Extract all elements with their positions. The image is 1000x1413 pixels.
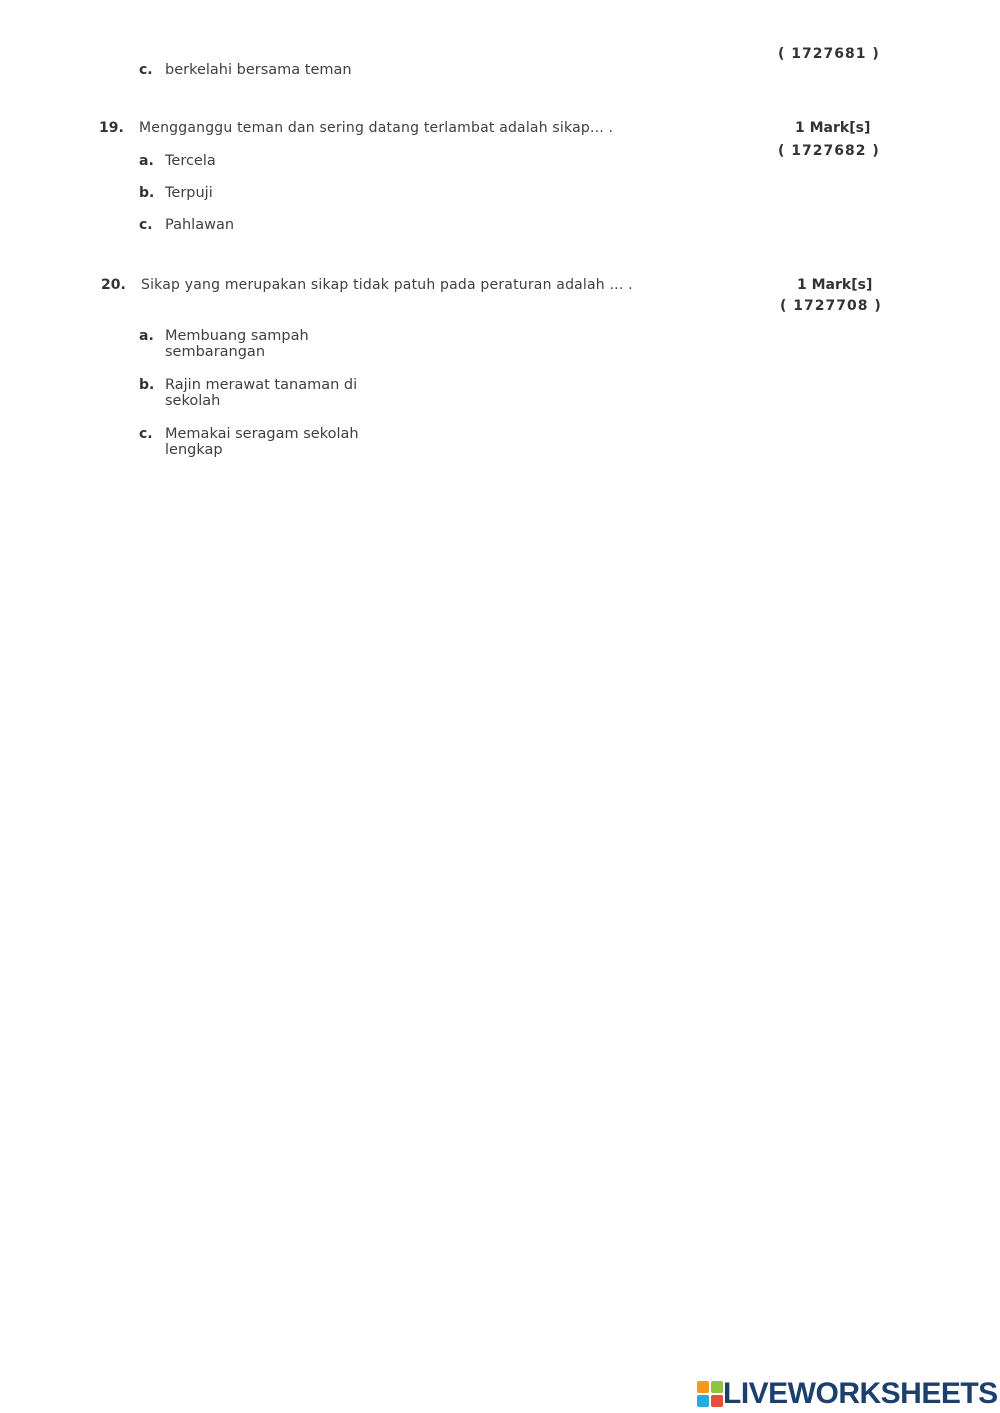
question-id-1727681: ( 1727681 ) — [778, 46, 880, 62]
option-text[interactable] — [165, 377, 357, 409]
option-letter: c. — [139, 426, 153, 442]
option-letter: b. — [139, 377, 155, 393]
option-text-line: Memakai seragam sekolah — [165, 426, 359, 442]
question-marks: 1 Mark[s] — [795, 120, 871, 136]
question-marks: 1 Mark[s] — [797, 277, 873, 293]
option-text[interactable]: Terpuji — [165, 185, 213, 201]
option-letter: a. — [139, 153, 154, 169]
option-text[interactable] — [165, 328, 309, 360]
option-text-line: Rajin merawat tanaman di — [165, 377, 358, 393]
question-id: ( 1727708 ) — [780, 298, 882, 314]
option-text[interactable]: berkelahi bersama teman — [165, 62, 352, 78]
option-text[interactable]: Pahlawan — [165, 217, 235, 233]
logo-text: LIVEWORKSHEETS — [723, 1377, 998, 1410]
question-text: Sikap yang merupakan sikap tidak patuh pada peraturan adalah ... . — [141, 277, 633, 293]
option-text-line: sekolah — [165, 393, 221, 409]
question-number: 19. — [99, 120, 124, 136]
option-letter: c. — [139, 62, 153, 78]
liveworksheets-logo[interactable] — [697, 1378, 998, 1410]
question-text: Mengganggu teman dan sering datang terlambat adalah sikap... . — [139, 120, 614, 136]
option-letter: a. — [139, 328, 154, 344]
liveworksheets-logo-icon — [697, 1381, 723, 1407]
option-text-line: Membuang sampah — [165, 328, 309, 344]
option-text-line: lengkap — [165, 442, 223, 458]
question-number: 20. — [101, 277, 126, 293]
option-text[interactable] — [165, 426, 359, 458]
option-letter: c. — [139, 217, 153, 233]
option-letter: b. — [139, 185, 155, 201]
option-text[interactable]: Tercela — [165, 153, 216, 169]
option-text-line: sembarangan — [165, 344, 266, 360]
question-id: ( 1727682 ) — [778, 143, 880, 159]
